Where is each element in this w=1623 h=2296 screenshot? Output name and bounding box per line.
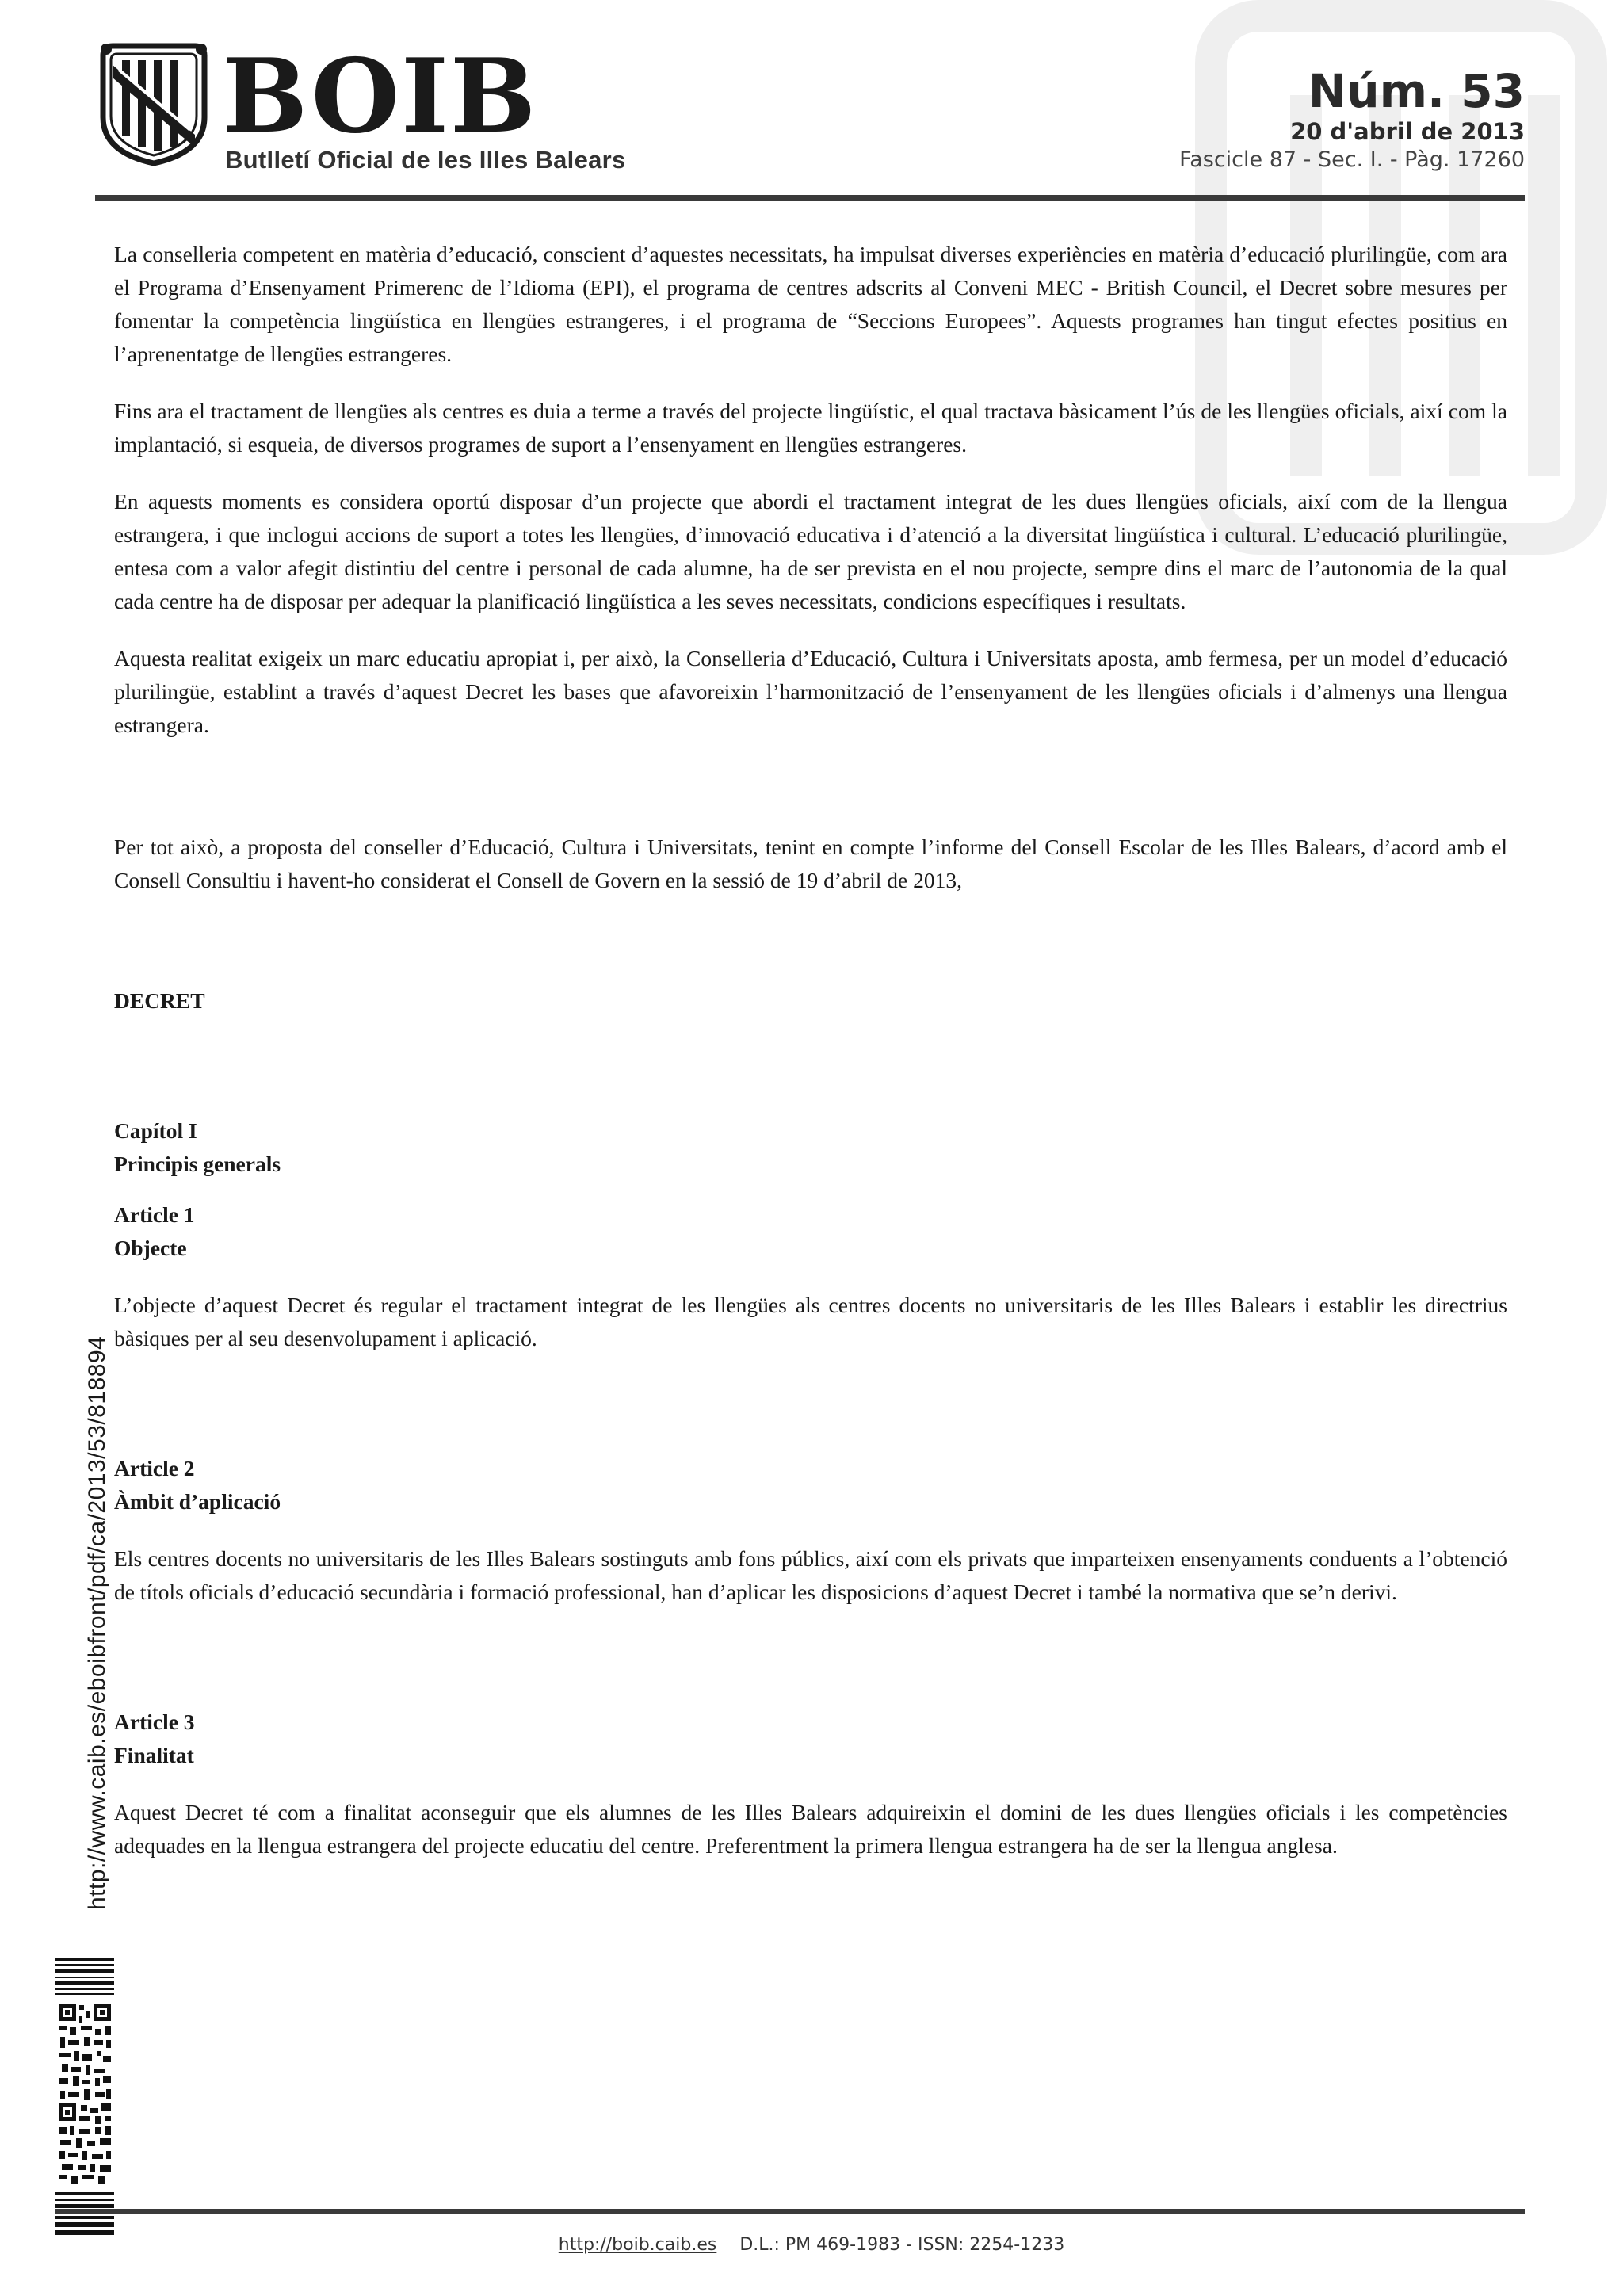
page-footer bbox=[0, 2235, 1623, 2255]
article-title: Àmbit d’aplicació bbox=[114, 1489, 281, 1514]
issue-number: Núm. 53 bbox=[1308, 64, 1525, 118]
article-text: L’objecte d’aquest Decret és regular el tractament integrat de les llengües als centres docents no universitaris de les Illes Balears i establir les directrius bàsiques per al seu desenvolupament i aplicació. bbox=[114, 1293, 1507, 1350]
article-title: Finalitat bbox=[114, 1743, 194, 1767]
chapter-title: Principis generals bbox=[114, 1152, 281, 1176]
qr-code-icon bbox=[55, 1958, 114, 2235]
legal-deposit-info: D.L.: PM 469-1983 - ISSN: 2254-1233 bbox=[739, 2235, 1065, 2255]
decree-heading: DECRET bbox=[114, 988, 205, 1013]
boib-wordmark: BOIB bbox=[222, 37, 538, 156]
article-heading bbox=[114, 1706, 1507, 1772]
chapter-number: Capítol I bbox=[114, 1118, 197, 1143]
page-header bbox=[95, 37, 1525, 200]
header-divider bbox=[95, 195, 1525, 201]
issue-info bbox=[1179, 65, 1525, 174]
article-number: Article 3 bbox=[114, 1710, 195, 1734]
article-text: Els centres docents no universitaris de les Illes Balears sostinguts amb fons públics, així com els privats que imparteixen ensenyaments conduents a l’obtenció de títols oficials d’educació secundària i formació professional, han d’aplicar les disposicions d’aquest Decret i també la normativa que se’n derivi. bbox=[114, 1546, 1507, 1604]
paragraph: Fins ara el tractament de llengües als centres es duia a terme a través del projecte lingüístic, el qual tractava bàsicament l’ús de les llengües oficials, així com la implantació, si esqueia, de diversos programes de suport a l’ensenyament en llengües estrangeres. bbox=[114, 399, 1507, 457]
paragraph: En aquests moments es considera oportú disposar d’un projecte que abordi el tractament integrat de les dues llengües oficials, així com de la llengua estrangera, i que inclogui accions de suport a totes les llengües, d’innovació educativa i d’atenció a la diversitat lingüística i cultural. L’educació plurilingüe, entesa com a valor afegit distintiu del centre i personal de cada alumne, ha de ser prevista en el nou projecte, sempre dins el marc de l’autonomia de la qual cada centre ha de disposar per adequar la planificació lingüística a les seves necessitats, condicions específiques i resultats. bbox=[114, 489, 1507, 613]
article-text: Aquest Decret té com a finalitat aconseguir que els alumnes de les Illes Balears adquireixin el domini de les dues llengües oficials i les competències adequades en la llengua estrangera del projecte educatiu del centre. Preferentment la primera llengua estrangera ha de ser la llengua anglesa. bbox=[114, 1800, 1507, 1858]
footer-divider bbox=[55, 2209, 1525, 2214]
issue-date: 20 d'abril de 2013 bbox=[1290, 118, 1525, 145]
article-number: Article 1 bbox=[114, 1202, 195, 1227]
paragraph: Aquesta realitat exigeix un marc educatiu apropiat i, per això, la Conselleria d’Educació, Cultura i Universitats aposta, amb fermesa, per un model d’educació plurilingüe, establint a través d’aquest Decret les bases que afavoreixin l’harmonització de l’ensenyament de les llengües oficials i d’almenys una llengua estrangera. bbox=[114, 646, 1507, 737]
bulletin-subtitle: Butlletí Oficial de les Illes Balears bbox=[225, 146, 626, 174]
article-title: Objecte bbox=[114, 1236, 187, 1260]
article-number: Article 2 bbox=[114, 1456, 195, 1480]
article-heading bbox=[114, 1452, 1507, 1519]
paragraph: Per tot això, a proposta del conseller d’Educació, Cultura i Universitats, tenint en compte l’informe del Consell Escolar de les Illes Balears, d’acord amb el Consell Consultiu i havent-ho considerat el Consell de Govern en la sessió de 19 d’abril de 2013, bbox=[114, 835, 1507, 892]
paragraph: La conselleria competent en matèria d’educació, conscient d’aquestes necessitats, ha impulsat diverses experiències en matèria d’educació plurilingüe, com ara el Programa d’Ensenyament Primerenc de l’Idioma (EPI), el programa de centres adscrits al Conveni MEC - British Council, el Decret sobre mesures per fomentar la competència lingüística en llengües estrangeres, i el programa de “Seccions Europees”. Aquests programes han tingut efectes positius en l’aprenentatge de llengües estrangeres. bbox=[114, 242, 1507, 366]
document-permalink[interactable]: http://www.caib.es/eboibfront/pdf/ca/2013/53/818894 bbox=[84, 1335, 110, 1910]
chapter-heading bbox=[114, 1114, 1507, 1181]
fascicle-page-info: Fascicle 87 - Sec. I. - Pàg. 17260 bbox=[1179, 147, 1525, 172]
balearic-seal-icon bbox=[95, 41, 212, 166]
document-body bbox=[114, 238, 1507, 1862]
boib-link[interactable]: http://boib.caib.es bbox=[558, 2235, 717, 2255]
article-heading bbox=[114, 1198, 1507, 1265]
